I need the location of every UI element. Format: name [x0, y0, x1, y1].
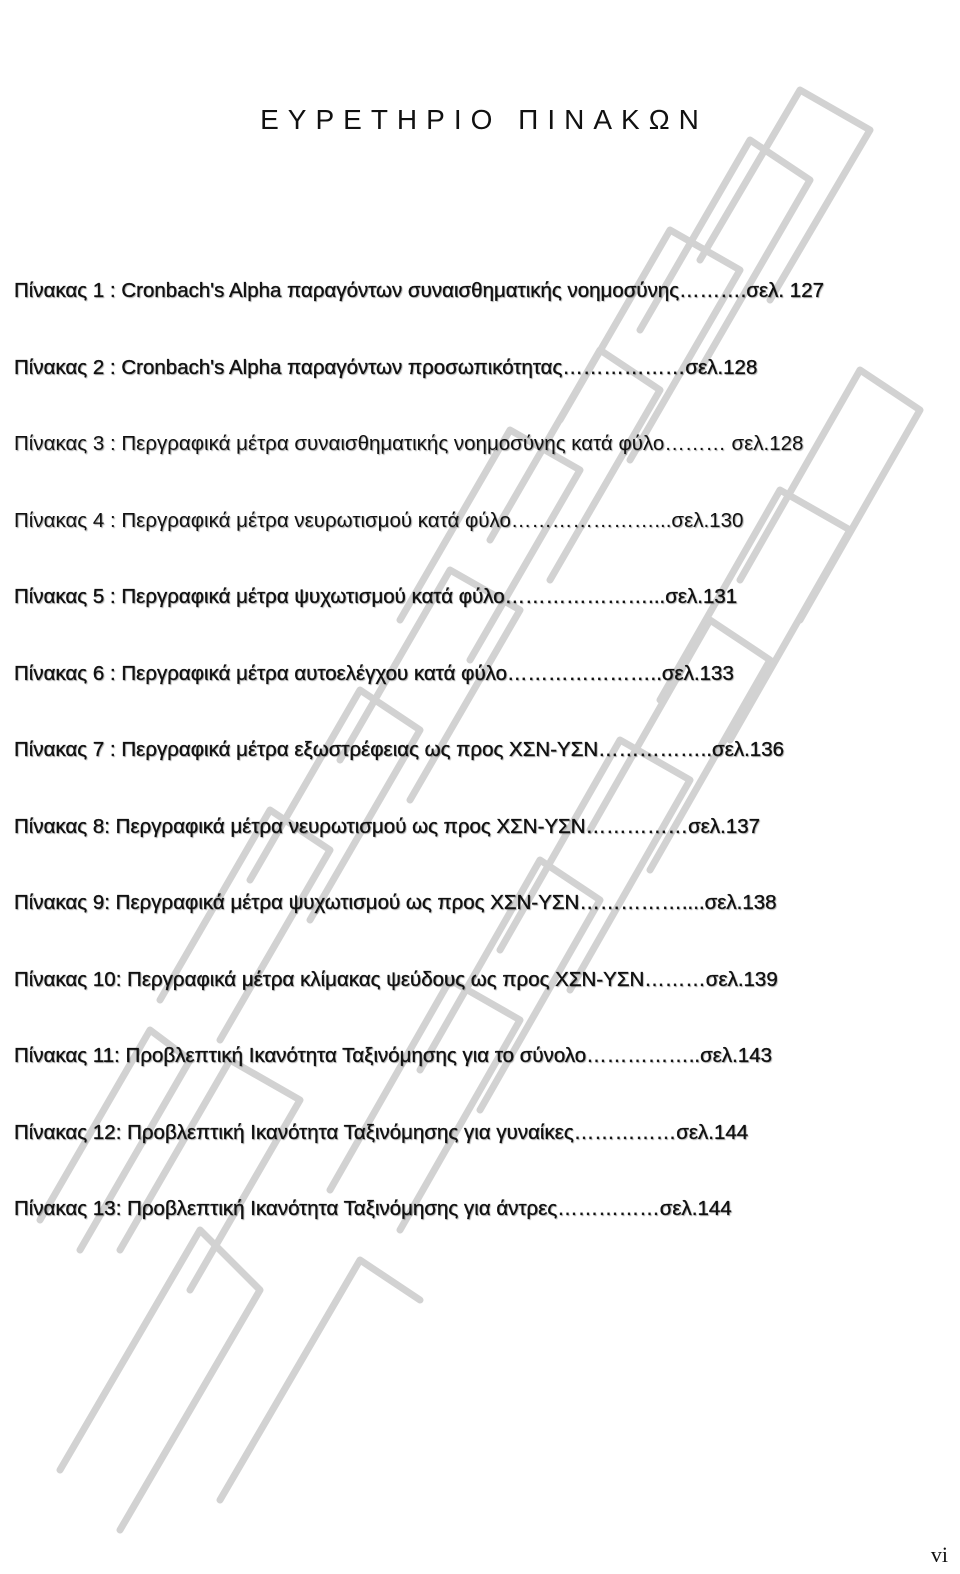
- toc-entry-text: Πίνακας 3 : Περγραφικά μέτρα συναισθηματικής νοημοσύνης κατά φύλο……… σελ.128: [14, 432, 804, 455]
- toc-entry: [14, 965, 954, 1042]
- page-title: ΕΥΡΕΤΗΡΙΟ ΠΙΝΑΚΩΝ: [260, 104, 708, 135]
- toc-entry-text: Πίνακας 1 : Cronbach's Alpha παραγόντων συναισθηματικής νοημοσύνης……….σελ. 127: [14, 279, 825, 302]
- toc-entry: [14, 1194, 954, 1271]
- toc-entry: [14, 276, 954, 353]
- toc-entry-text: Πίνακας 6 : Περγραφικά μέτρα αυτοελέγχου κατά φύλο…………………..σελ.133: [14, 661, 734, 685]
- toc-entry-text: Πίνακας 11: Προβλεπτική Ικανότητα Ταξινόμησης για το σύνολο……………..σελ.143: [14, 1044, 773, 1067]
- toc-entry-text: Πίνακας 7 : Περγραφικά μέτρα εξωστρέφειας ως προς ΧΣΝ-ΥΣΝ……………..σελ.136: [14, 738, 785, 761]
- toc-entry-text: Πίνακας 5 : Περγραφικά μέτρα ψυχωτισμού κατά φύλο…………………...σελ.131: [14, 585, 738, 608]
- page-number: vi: [930, 1542, 948, 1567]
- toc-entry: [14, 659, 954, 736]
- toc-entry: [14, 582, 954, 659]
- toc-entry-text: Πίνακας 8: Περγραφικά μέτρα νευρωτισμού ως προς ΧΣΝ-ΥΣΝ……………σελ.137: [14, 814, 761, 838]
- toc-entry: [14, 812, 954, 889]
- toc-entry-text: Πίνακας 9: Περγραφικά μέτρα ψυχωτισμού ως προς ΧΣΝ-ΥΣΝ……………....σελ.138: [14, 891, 777, 914]
- toc-entry-text: Πίνακας 10: Περγραφικά μέτρα κλίμακας ψεύδους ως προς ΧΣΝ-ΥΣΝ………σελ.139: [14, 967, 778, 991]
- table-of-contents: [14, 276, 954, 1271]
- toc-entry: [14, 429, 954, 506]
- toc-entry: [14, 1041, 954, 1118]
- toc-entry: [14, 353, 954, 430]
- toc-entry-text: Πίνακας 12: Προβλεπτική Ικανότητα Ταξινόμησης για γυναίκες……………σελ.144: [14, 1120, 749, 1144]
- toc-entry: [14, 1118, 954, 1195]
- toc-entry-text: Πίνακας 4 : Περγραφικά μέτρα νευρωτισμού κατά φύλο…………………...σελ.130: [14, 508, 744, 532]
- toc-entry: [14, 506, 954, 583]
- toc-entry: [14, 888, 954, 965]
- toc-entry: [14, 735, 954, 812]
- toc-entry-text: Πίνακας 2 : Cronbach's Alpha παραγόντων προσωπικότητας………………σελ.128: [14, 355, 758, 379]
- toc-entry-text: Πίνακας 13: Προβλεπτική Ικανότητα Ταξινόμησης για άντρες……………σελ.144: [14, 1197, 732, 1220]
